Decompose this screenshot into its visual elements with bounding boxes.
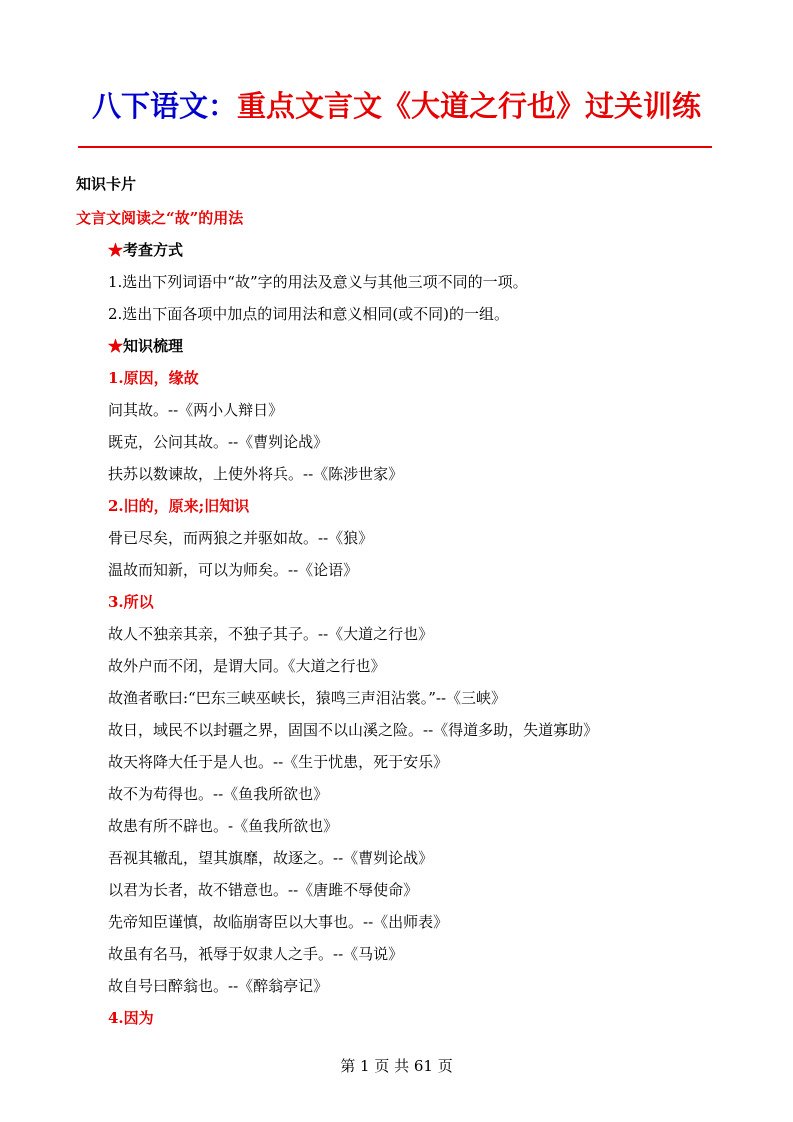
- example-line: 故天将降大任于是人也。--《生于忧患，死于安乐》: [108, 753, 449, 771]
- usage-heading: 4.因为: [108, 1009, 154, 1027]
- example-line: 故渔者歌曰:“巴东三峡巫峡长，猿鸣三声泪沾裳。”--《三峡》: [108, 689, 507, 707]
- document-title: [0, 86, 793, 126]
- subsection-heading: 文言文阅读之“故”的用法: [76, 209, 244, 227]
- example-line: 故自号曰醉翁也。--《醉翁亭记》: [108, 977, 329, 995]
- section-heading: 知识卡片: [76, 175, 137, 193]
- example-line: 先帝知臣谨慎，故临崩寄臣以大事也。--《出师表》: [108, 913, 449, 931]
- knowledge-heading: [108, 336, 183, 356]
- example-line: 以君为长者，故不错意也。--《唐雎不辱使命》: [108, 881, 419, 899]
- exam-heading-label: 考查方式: [123, 241, 184, 259]
- example-line: 故不为苟得也。--《鱼我所欲也》: [108, 785, 329, 803]
- example-line: 扶苏以数谏故，上使外将兵。--《陈涉世家》: [108, 465, 404, 483]
- usage-heading: 1.原因，缘故: [108, 369, 199, 387]
- title-main: 重点文言文《大道之行也》过关训练: [237, 89, 702, 123]
- star-icon: ★: [108, 337, 124, 355]
- usage-heading: 3.所以: [108, 593, 154, 611]
- example-line: 既克，公问其故。--《曹刿论战》: [108, 433, 329, 451]
- example-line: 故日，域民不以封疆之界，固国不以山溪之险。--《得道多助，失道寡助》: [108, 721, 599, 739]
- example-line: 故虽有名马，衹辱于奴隶人之手。--《马说》: [108, 945, 404, 963]
- knowledge-heading-label: 知识梳理: [123, 337, 184, 355]
- page-number: 第 1 页 共 61 页: [340, 1057, 453, 1075]
- title-divider: [78, 146, 712, 148]
- usage-heading: 2.旧的，原来;旧知识: [108, 497, 250, 515]
- example-line: 骨已尽矣，而两狼之并驱如故。--《狼》: [108, 529, 374, 547]
- star-icon: ★: [108, 241, 124, 259]
- example-line: 故人不独亲其亲，不独子其子。--《大道之行也》: [108, 625, 434, 643]
- exam-heading: [108, 240, 183, 260]
- example-line: 温故而知新，可以为师矣。--《论语》: [108, 561, 359, 579]
- exam-item: 1.选出下列词语中“故”字的用法及意义与其他三项不同的一项。: [108, 273, 528, 291]
- exam-item: 2.选出下面各项中加点的词用法和意义相同(或不同)的一组。: [108, 305, 510, 323]
- example-line: 故外户而不闭，是谓大同。《大道之行也》: [108, 657, 386, 675]
- example-line: 问其故。--《两小人辩日》: [108, 401, 284, 419]
- example-line: 吾视其辙乱，望其旗靡，故逐之。--《曹刿论战》: [108, 849, 434, 867]
- example-line: 故患有所不辟也。-《鱼我所欲也》: [108, 817, 339, 835]
- title-prefix: 八下语文：: [91, 89, 237, 123]
